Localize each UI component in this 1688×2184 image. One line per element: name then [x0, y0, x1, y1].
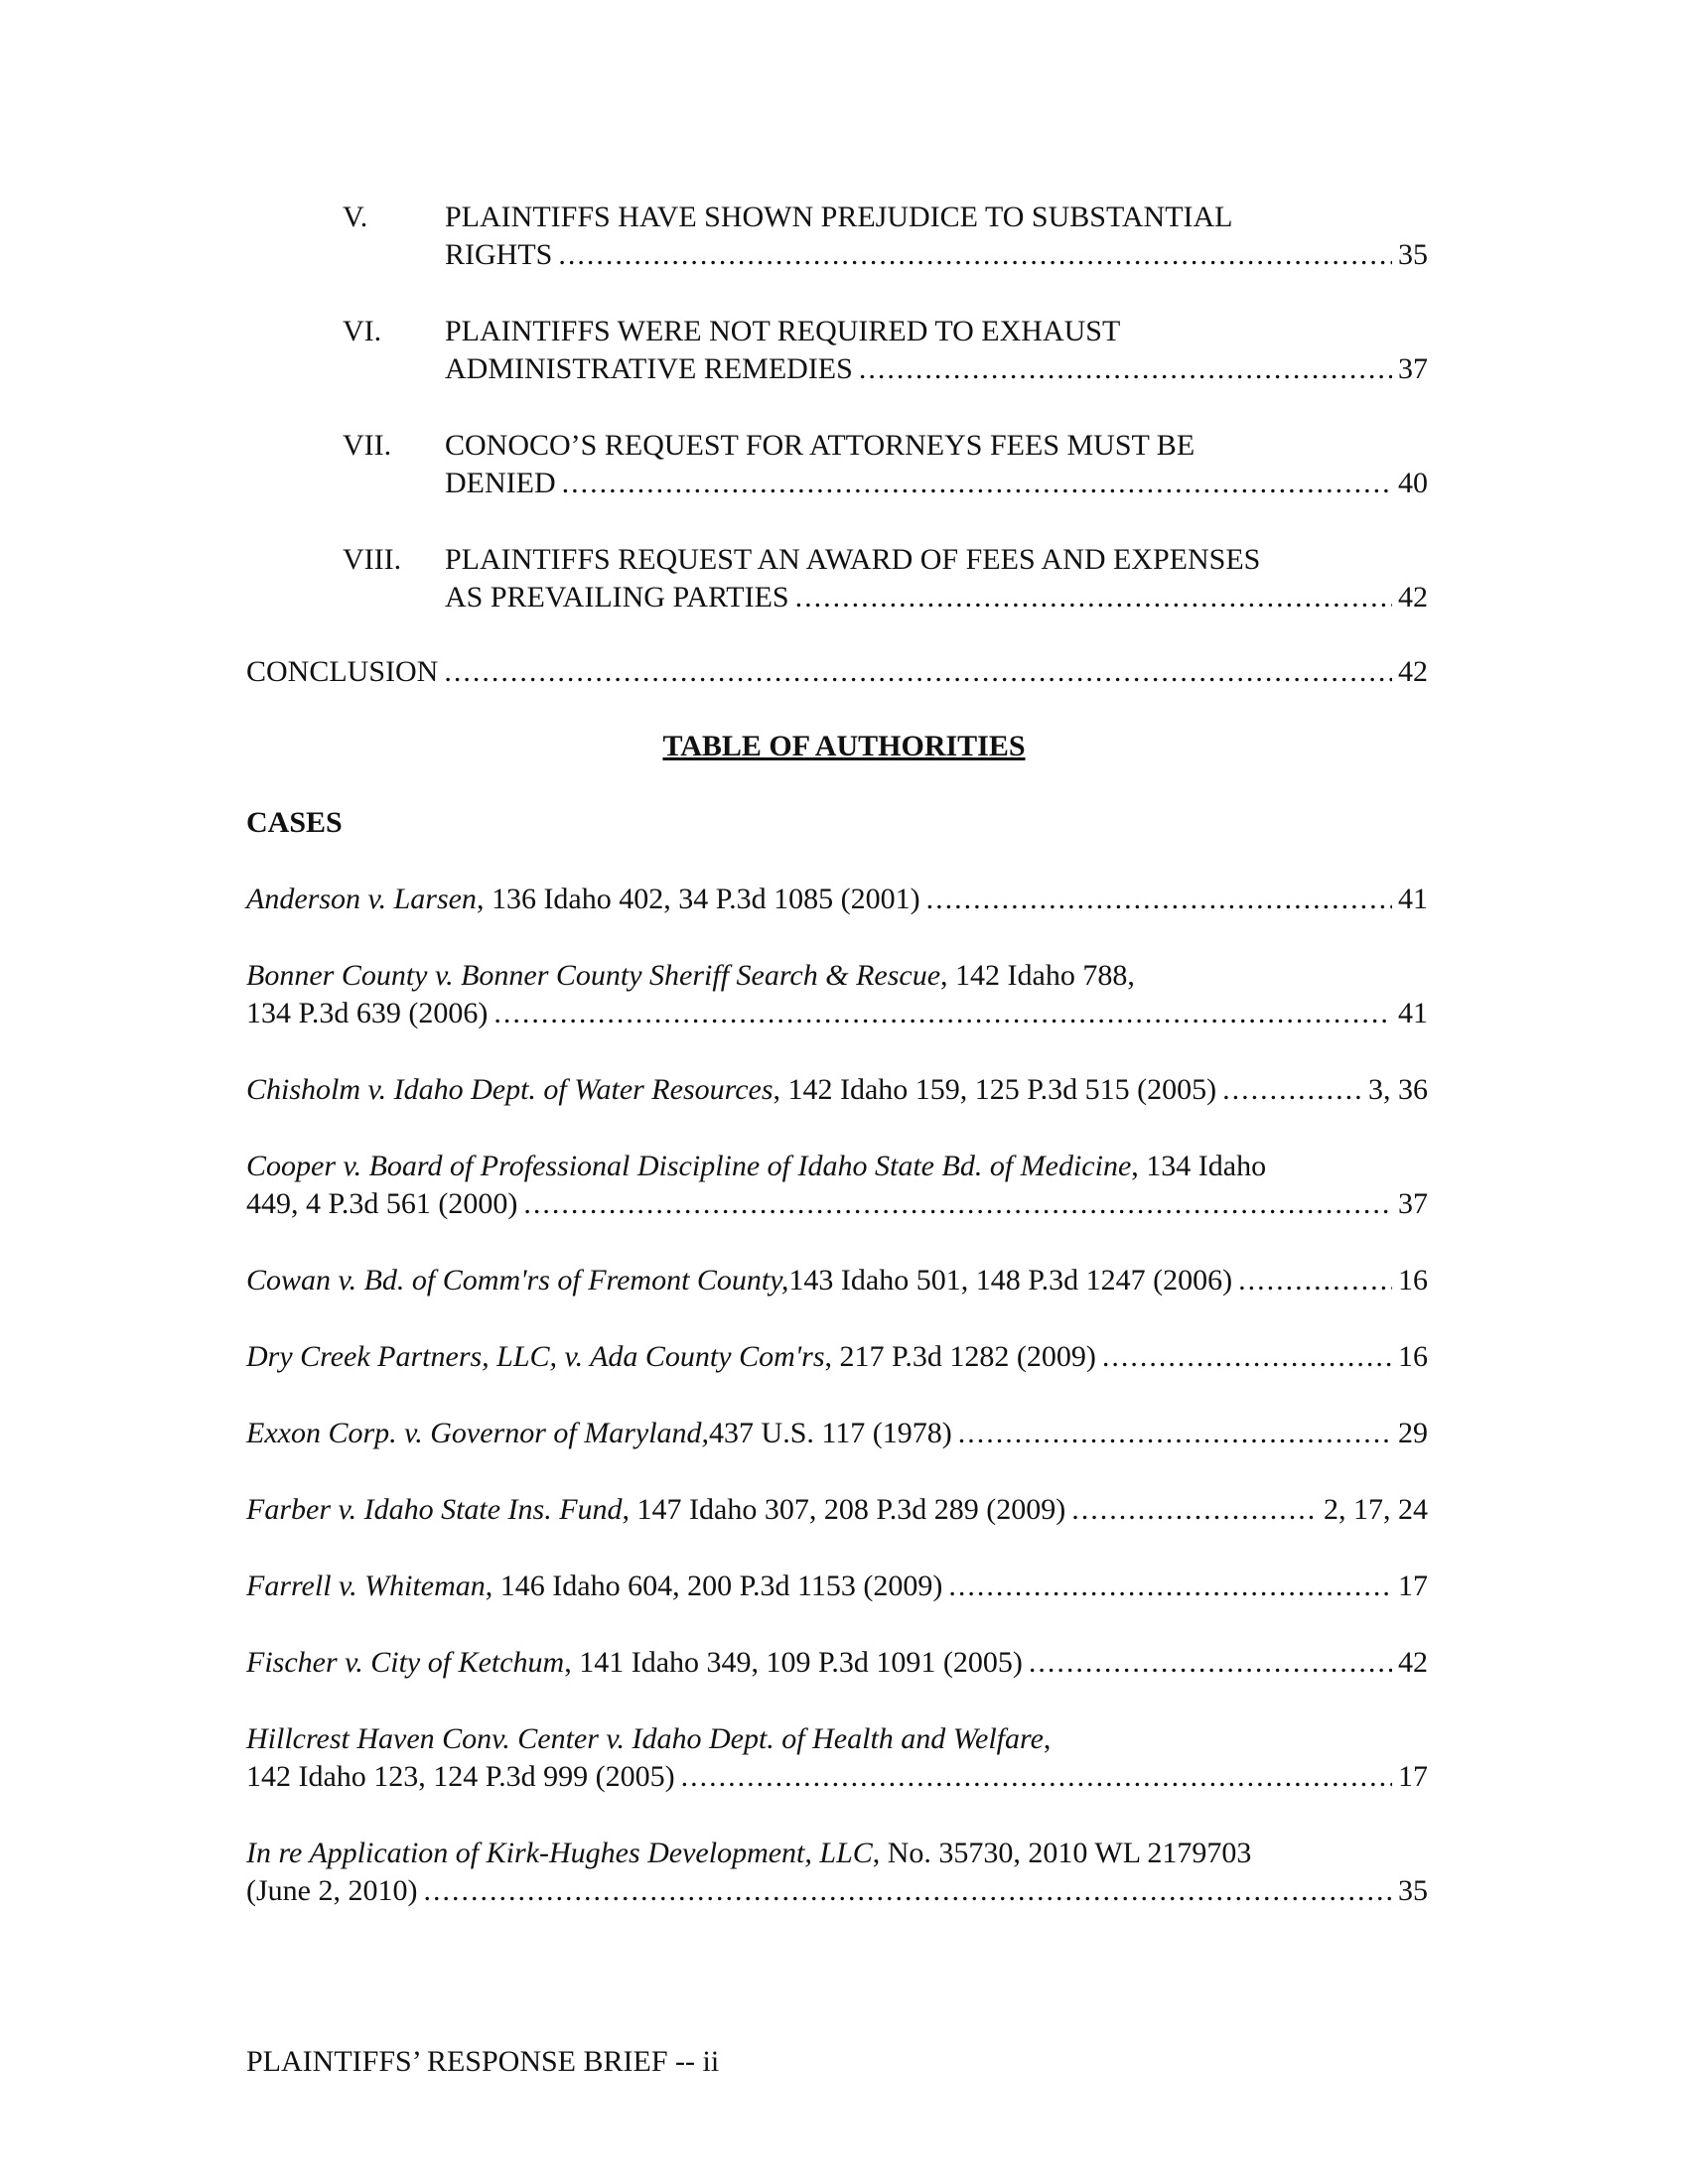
- page-number: 42: [1398, 655, 1428, 688]
- toc-entry-conclusion: [246, 653, 1428, 691]
- dot-leader: [1238, 1262, 1392, 1299]
- case-entry: [246, 1644, 1428, 1682]
- page-number: 42: [1398, 1646, 1428, 1679]
- dot-leader: [1222, 1071, 1362, 1109]
- case-citation: 437 U.S. 117 (1978): [709, 1417, 952, 1449]
- page-number: 35: [1398, 238, 1428, 271]
- case-entry: [246, 1491, 1428, 1529]
- authorities-title: TABLE OF AUTHORITIES: [662, 730, 1026, 762]
- dot-leader: [523, 1185, 1392, 1223]
- case-entry: [246, 957, 1428, 1032]
- case-citation: , No. 35730, 2010 WL 2179703: [872, 1837, 1252, 1869]
- case-citation-cont: 142 Idaho 123, 124 P.3d 999 (2005): [246, 1760, 675, 1793]
- case-entry: [246, 1262, 1428, 1299]
- cases-heading: CASES: [246, 806, 343, 839]
- case-name: Cooper v. Board of Professional Discipline of Idaho State Bd. of Medicine: [246, 1150, 1132, 1182]
- page-number: 16: [1398, 1340, 1428, 1373]
- case-entry: [246, 1568, 1428, 1605]
- page-number: 16: [1398, 1264, 1428, 1297]
- page-number: 17: [1398, 1760, 1428, 1793]
- page-number: 41: [1398, 997, 1428, 1029]
- case-name: Exxon Corp. v. Governor of Maryland,: [246, 1417, 710, 1449]
- case-entry: [246, 1835, 1428, 1910]
- toc-heading-line2: ADMINISTRATIVE REMEDIES: [445, 352, 853, 385]
- dot-leader: [562, 465, 1392, 502]
- dot-leader: [948, 1568, 1392, 1605]
- page-number: 17: [1398, 1570, 1428, 1602]
- case-entry: [246, 1071, 1428, 1109]
- case-citation: , 134 Idaho: [1131, 1150, 1267, 1182]
- case-citation: , 142 Idaho 159, 125 P.3d 515 (2005): [773, 1073, 1217, 1106]
- dot-leader: [958, 1415, 1392, 1452]
- case-name: Anderson v. Larsen: [246, 883, 477, 915]
- case-name: Bonner County v. Bonner County Sheriff Search & Rescue: [246, 959, 941, 992]
- case-name: Farber v. Idaho State Ins. Fund: [246, 1493, 623, 1526]
- toc-numeral: VIII.: [343, 543, 402, 576]
- case-entry: [246, 881, 1428, 918]
- case-citation: 143 Idaho 501, 148 P.3d 1247 (2006): [788, 1264, 1233, 1297]
- page-number: 29: [1398, 1417, 1428, 1449]
- case-citation: , 217 P.3d 1282 (2009): [824, 1340, 1096, 1373]
- case-citation-cont: 134 P.3d 639 (2006): [246, 997, 489, 1029]
- dot-leader: [1071, 1491, 1318, 1529]
- page-number: 37: [1398, 1187, 1428, 1220]
- case-name: Chisholm v. Idaho Dept. of Water Resources: [246, 1073, 774, 1106]
- dot-leader: [681, 1758, 1392, 1796]
- toc-heading-line2: RIGHTS: [445, 238, 553, 271]
- case-citation-cont: (June 2, 2010): [246, 1874, 418, 1907]
- case-citation: ,: [1043, 1722, 1052, 1755]
- toc-heading-line2: AS PREVAILING PARTIES: [445, 581, 789, 614]
- case-entry: [246, 1148, 1428, 1223]
- case-citation: , 147 Idaho 307, 208 P.3d 289 (2009): [622, 1493, 1066, 1526]
- case-name: Farrell v. Whiteman: [246, 1570, 486, 1602]
- case-name: In re Application of Kirk-Hughes Development, LLC: [246, 1837, 873, 1869]
- page-number: 3, 36: [1368, 1073, 1428, 1106]
- dot-leader: [859, 350, 1392, 388]
- case-entry: [246, 1415, 1428, 1452]
- toc-heading-line2: DENIED: [445, 467, 556, 499]
- toc-numeral: V.: [343, 201, 368, 233]
- page-number: 42: [1398, 581, 1428, 614]
- case-entry: [246, 1720, 1428, 1796]
- dot-leader: [444, 653, 1392, 691]
- case-citation: , 141 Idaho 349, 109 P.3d 1091 (2005): [564, 1646, 1023, 1679]
- toc-heading-line1: CONOCO’S REQUEST FOR ATTORNEYS FEES MUST BE: [445, 429, 1196, 462]
- case-name: Dry Creek Partners, LLC, v. Ada County Com'rs: [246, 1340, 825, 1373]
- page-number: 37: [1398, 352, 1428, 385]
- toc-numeral: VI.: [343, 315, 382, 347]
- page-number: 40: [1398, 467, 1428, 499]
- page-footer: PLAINTIFFS’ RESPONSE BRIEF -- ii: [246, 2045, 720, 2078]
- case-name: Cowan v. Bd. of Comm'rs of Fremont County,: [246, 1264, 789, 1297]
- case-name: Fischer v. City of Ketchum: [246, 1646, 565, 1679]
- dot-leader: [795, 579, 1392, 616]
- dot-leader: [493, 995, 1392, 1032]
- toc-numeral: VII.: [343, 429, 392, 462]
- case-name: Hillcrest Haven Conv. Center v. Idaho Dept. of Health and Welfare: [246, 1722, 1044, 1755]
- case-entry: [246, 1338, 1428, 1376]
- case-citation: , 136 Idaho 402, 34 P.3d 1085 (2001): [476, 883, 920, 915]
- dot-leader: [1029, 1644, 1392, 1682]
- page-number: 35: [1398, 1874, 1428, 1907]
- case-citation-cont: 449, 4 P.3d 561 (2000): [246, 1187, 518, 1220]
- toc-heading-line1: PLAINTIFFS WERE NOT REQUIRED TO EXHAUST: [445, 315, 1121, 347]
- toc-heading-line1: PLAINTIFFS HAVE SHOWN PREJUDICE TO SUBSTANTIAL: [445, 201, 1233, 233]
- dot-leader: [926, 881, 1392, 918]
- dot-leader: [1102, 1338, 1392, 1376]
- toc-heading-line1: PLAINTIFFS REQUEST AN AWARD OF FEES AND EXPENSES: [445, 543, 1261, 576]
- case-citation: , 146 Idaho 604, 200 P.3d 1153 (2009): [485, 1570, 943, 1602]
- conclusion-label: CONCLUSION: [246, 655, 439, 688]
- case-citation: , 142 Idaho 788,: [940, 959, 1135, 992]
- page-number: 2, 17, 24: [1324, 1493, 1428, 1526]
- dot-leader: [423, 1872, 1392, 1910]
- dot-leader: [558, 236, 1392, 274]
- page-number: 41: [1398, 883, 1428, 915]
